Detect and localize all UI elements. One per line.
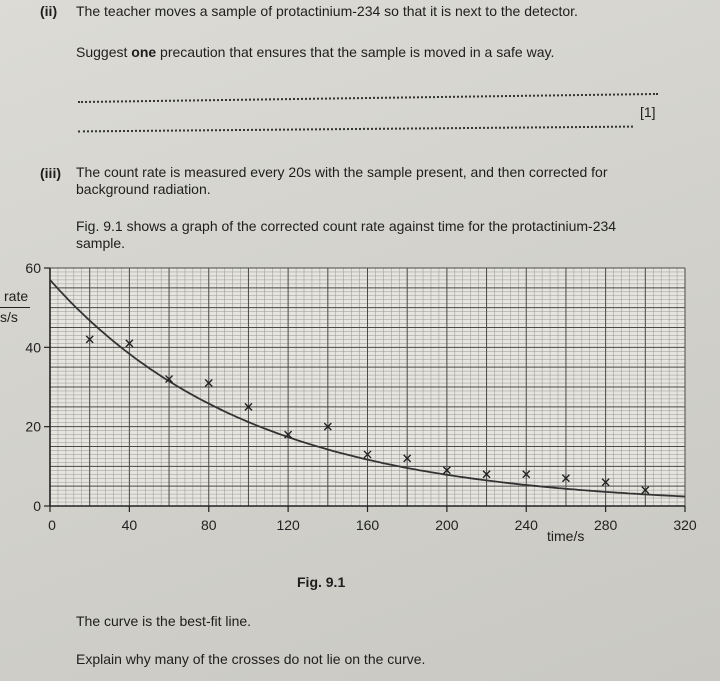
question-ii-marks: [1]	[640, 104, 656, 120]
footer-line2: Explain why many of the crosses do not lie on the curve.	[76, 651, 426, 667]
question-iii-line2: background radiation.	[76, 181, 211, 197]
figure-caption: Fig. 9.1	[297, 574, 346, 590]
question-ii-prompt	[76, 44, 554, 61]
x-tick-label: 120	[276, 517, 300, 533]
answer-line-1[interactable]	[78, 93, 658, 103]
x-tick-label: 240	[514, 517, 538, 533]
y-tick-label: 0	[33, 498, 41, 514]
x-tick-label: 280	[593, 517, 618, 533]
question-iii-line1: The count rate is measured every 20s with the sample present, and then corrected for	[76, 164, 608, 180]
answer-line-2[interactable]	[78, 126, 633, 133]
question-number-iii: (iii)	[40, 165, 61, 181]
figure-intro-line1: Fig. 9.1 shows a graph of the corrected count rate against time for the protactinium-234	[76, 218, 617, 234]
x-tick-label: 320	[673, 517, 697, 533]
x-tick-label: 80	[200, 517, 217, 533]
prompt-pre: Suggest	[76, 44, 132, 60]
y-axis-label-top: rate	[4, 288, 29, 304]
count-rate-graph	[0, 260, 720, 535]
prompt-emphasis: one	[131, 44, 157, 60]
question-ii-text: The teacher moves a sample of protactinium-234 so that it is next to the detector.	[76, 3, 578, 19]
x-tick-label: 0	[48, 517, 56, 533]
x-tick-label: 160	[355, 517, 380, 533]
y-tick-label: 20	[25, 418, 41, 435]
figure-intro-line2: sample.	[76, 235, 126, 251]
y-tick-label: 60	[25, 260, 41, 276]
prompt-post: precaution that ensures that the sample is moved in a safe way.	[156, 44, 555, 60]
y-tick-label: 40	[25, 339, 41, 356]
footer-line1: The curve is the best-fit line.	[76, 613, 252, 629]
x-tick-label: 40	[121, 517, 138, 533]
x-axis-label: time/s	[547, 528, 585, 544]
x-tick-label: 200	[435, 517, 459, 533]
y-axis-label-bottom: s/s	[0, 309, 18, 325]
question-number-ii: (ii)	[40, 3, 58, 19]
